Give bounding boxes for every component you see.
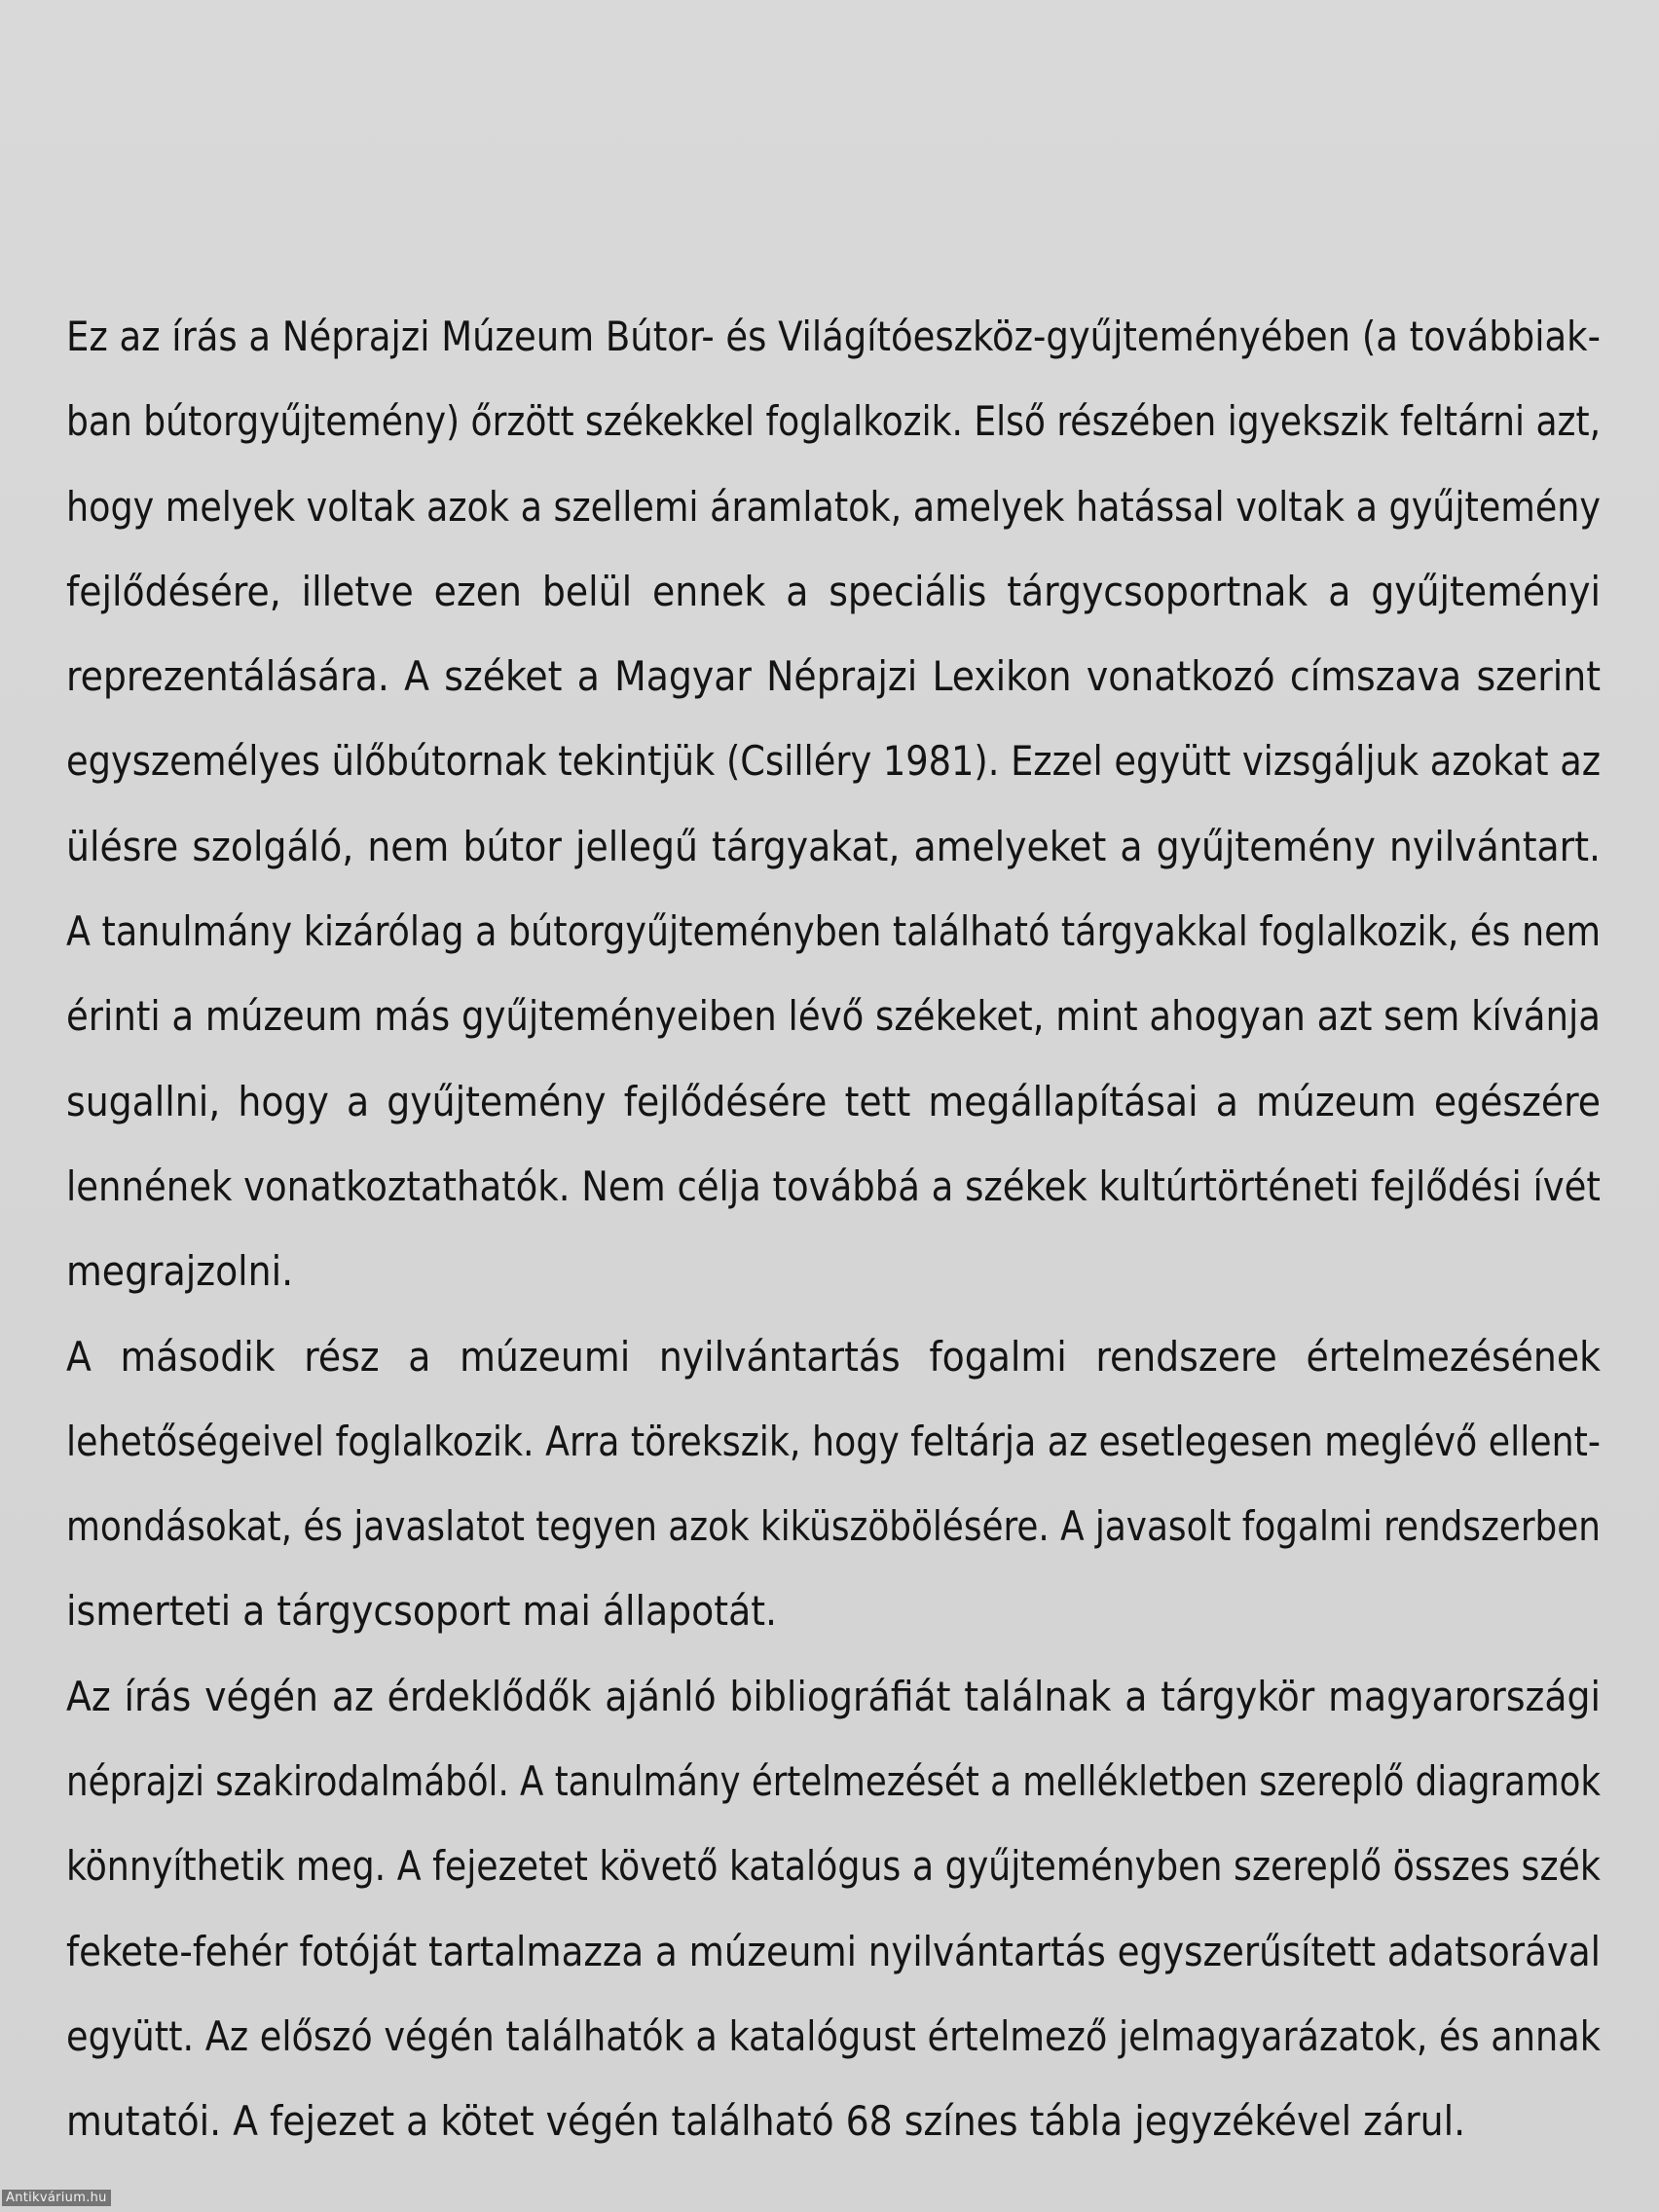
text-line: néprajzi szakirodalmából. A tanulmány értelmezését a mellékletben szereplő diagramok [66,1757,1602,1806]
text-line: mutatói. A fejezet a kötet végén található 68 színes tábla jegyzékével zárul. [66,2097,1466,2146]
text-line: fejlődésére, illetve ezen belül ennek a speciális tárgycsoportnak a gyűjteményi [66,567,1601,615]
text-line: sugallni, hogy a gyűjtemény fejlődésére tett megállapításai a múzeum egészére [66,1077,1601,1125]
text-line: hogy melyek voltak azok a szellemi áramlatok, amelyek hatással voltak a gyűjtemény [66,482,1602,531]
text-line: Ez az írás a Néprajzi Múzeum Bútor- és Világítóeszköz-gyűjteményében (a továbbiak- [66,313,1601,360]
text-line: lennének vonatkoztathatók. Nem célja továbbá a székek kultúrtörténeti fejlődési ívét [66,1161,1601,1210]
text-line: lehetőségeivel foglalkozik. Arra törekszik, hogy feltárja az esetlegesen meglévő ellent- [66,1417,1602,1465]
text-line: ismerteti a tárgycsoport mai állapotát. [66,1587,778,1636]
text-line: fekete-fehér fotóját tartalmazza a múzeumi nyilvántartás egyszerűsített adatsorával [66,1927,1602,1975]
body-text [66,294,1601,2164]
text-line: érinti a múzeum más gyűjteményeiben lévő székeket, mint ahogyan azt sem kívánja [66,992,1601,1041]
text-line: A második rész a múzeumi nyilvántartás fogalmi rendszere értelmezésének [66,1332,1601,1381]
text-line: A tanulmány kizárólag a bútorgyűjteményben található tárgyakkal foglalkozik, és nem [66,907,1602,956]
watermark: Antikvárium.hu [2,2190,111,2206]
text-line: ülésre szolgáló, nem bútor jellegű tárgyakat, amelyeket a gyűjtemény nyilvántart. [66,822,1601,870]
text-line: mondásokat, és javaslatot tegyen azok kiküszöbölésére. A javasolt fogalmi rendszerben [66,1502,1601,1551]
text-line: egyszemélyes ülőbútornak tekintjük (Csilléry 1981). Ezzel együtt vizsgáljuk azokat az [66,737,1602,786]
text-line: reprezentálására. A széket a Magyar Néprajzi Lexikon vonatkozó címszava szerint [66,652,1601,701]
text-line: együtt. Az előszó végén találhatók a katalógust értelmező jelmagyarázatok, és annak [66,2011,1601,2060]
text-line: megrajzolni. [66,1247,294,1296]
text-line: ban bútorgyűjtemény) őrzött székekkel foglalkozik. Első részében igyekszik feltárni azt, [66,397,1602,446]
text-line: Az írás végén az érdeklődők ajánló bibliográfiát találnak a tárgykör magyarországi [66,1672,1601,1720]
text-line: könnyíthetik meg. A fejezetet követő katalógus a gyűjteményben szereplő összes szék [66,1842,1601,1891]
